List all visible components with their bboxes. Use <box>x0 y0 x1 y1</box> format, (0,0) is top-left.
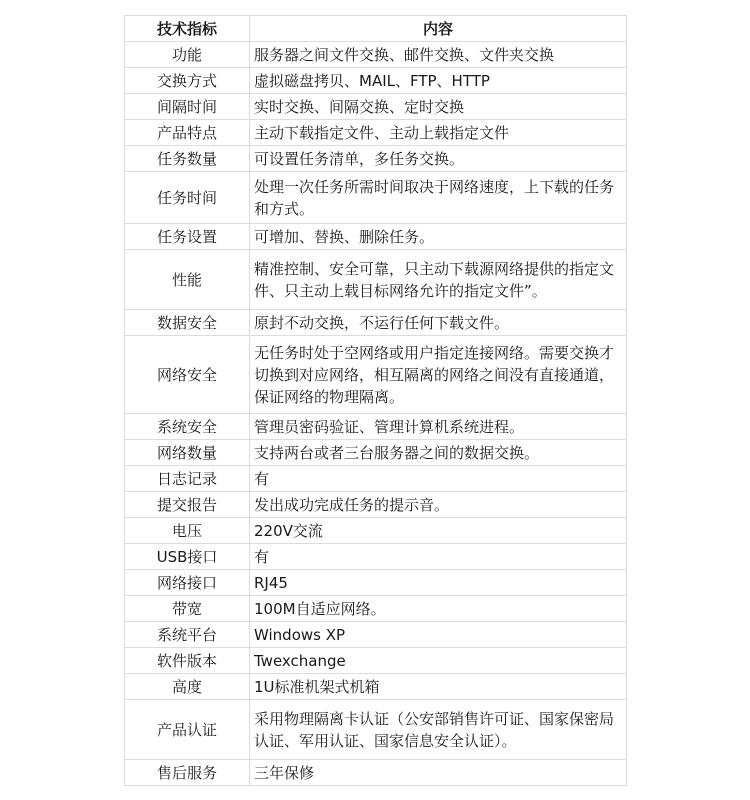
row-value: 实时交换、间隔交换、定时交换 <box>250 94 627 120</box>
row-key: 网络接口 <box>125 570 250 596</box>
row-key: 任务设置 <box>125 224 250 250</box>
table-row <box>125 68 627 94</box>
row-key: 提交报告 <box>125 492 250 518</box>
table-header-row <box>125 16 627 42</box>
table-row <box>125 310 627 336</box>
row-value: 可设置任务清单，多任务交换。 <box>250 146 627 172</box>
row-value: 精准控制、安全可靠，只主动下载源网络提供的指定文件、只主动上载目标网络允许的指定文件”。 <box>250 250 627 310</box>
row-value: 100M自适应网络。 <box>250 596 627 622</box>
row-key: 带宽 <box>125 596 250 622</box>
row-key: 任务时间 <box>125 172 250 224</box>
row-value: 处理一次任务所需时间取决于网络速度，上下载的任务和方式。 <box>250 172 627 224</box>
table-row <box>125 596 627 622</box>
row-key: 任务数量 <box>125 146 250 172</box>
table-row <box>125 146 627 172</box>
row-key: 网络安全 <box>125 336 250 414</box>
row-key: 性能 <box>125 250 250 310</box>
header-content: 内容 <box>250 16 627 42</box>
table-row <box>125 172 627 224</box>
row-value: RJ45 <box>250 570 627 596</box>
row-key: 功能 <box>125 42 250 68</box>
table-row <box>125 700 627 760</box>
row-key: 系统平台 <box>125 622 250 648</box>
table-row <box>125 224 627 250</box>
table-row <box>125 440 627 466</box>
row-value: 可增加、替换、删除任务。 <box>250 224 627 250</box>
row-value: Windows XP <box>250 622 627 648</box>
row-key: 售后服务 <box>125 760 250 786</box>
row-value: Twexchange <box>250 648 627 674</box>
table-row <box>125 760 627 786</box>
table-row <box>125 570 627 596</box>
row-key: 高度 <box>125 674 250 700</box>
row-key: 交换方式 <box>125 68 250 94</box>
row-key: 产品特点 <box>125 120 250 146</box>
row-key: 数据安全 <box>125 310 250 336</box>
table-row <box>125 648 627 674</box>
row-key: 系统安全 <box>125 414 250 440</box>
row-key: USB接口 <box>125 544 250 570</box>
table-row <box>125 336 627 414</box>
row-value: 虚拟磁盘拷贝、MAIL、FTP、HTTP <box>250 68 627 94</box>
row-key: 软件版本 <box>125 648 250 674</box>
row-value: 有 <box>250 466 627 492</box>
row-key: 网络数量 <box>125 440 250 466</box>
table-row <box>125 674 627 700</box>
row-value: 主动下载指定文件、主动上载指定文件 <box>250 120 627 146</box>
table-row <box>125 94 627 120</box>
row-value: 管理员密码验证、管理计算机系统进程。 <box>250 414 627 440</box>
table-row <box>125 544 627 570</box>
row-key: 间隔时间 <box>125 94 250 120</box>
table-row <box>125 250 627 310</box>
row-key: 电压 <box>125 518 250 544</box>
row-value: 发出成功完成任务的提示音。 <box>250 492 627 518</box>
row-value: 220V交流 <box>250 518 627 544</box>
table-row <box>125 492 627 518</box>
table-row <box>125 518 627 544</box>
table-row <box>125 414 627 440</box>
row-value: 服务器之间文件交换、邮件交换、文件夹交换 <box>250 42 627 68</box>
table-row <box>125 466 627 492</box>
row-key: 日志记录 <box>125 466 250 492</box>
row-value: 支持两台或者三台服务器之间的数据交换。 <box>250 440 627 466</box>
table-row <box>125 622 627 648</box>
row-value: 采用物理隔离卡认证（公安部销售许可证、国家保密局认证、军用认证、国家信息安全认证）。 <box>250 700 627 760</box>
spec-table <box>124 15 627 786</box>
row-value: 1U标准机架式机箱 <box>250 674 627 700</box>
table-row <box>125 120 627 146</box>
row-key: 产品认证 <box>125 700 250 760</box>
table-row <box>125 42 627 68</box>
row-value: 有 <box>250 544 627 570</box>
row-value: 三年保修 <box>250 760 627 786</box>
row-value: 原封不动交换，不运行任何下载文件。 <box>250 310 627 336</box>
header-spec: 技术指标 <box>125 16 250 42</box>
row-value: 无任务时处于空网络或用户指定连接网络。需要交换才切换到对应网络，相互隔离的网络之间没有直接通道，保证网络的物理隔离。 <box>250 336 627 414</box>
